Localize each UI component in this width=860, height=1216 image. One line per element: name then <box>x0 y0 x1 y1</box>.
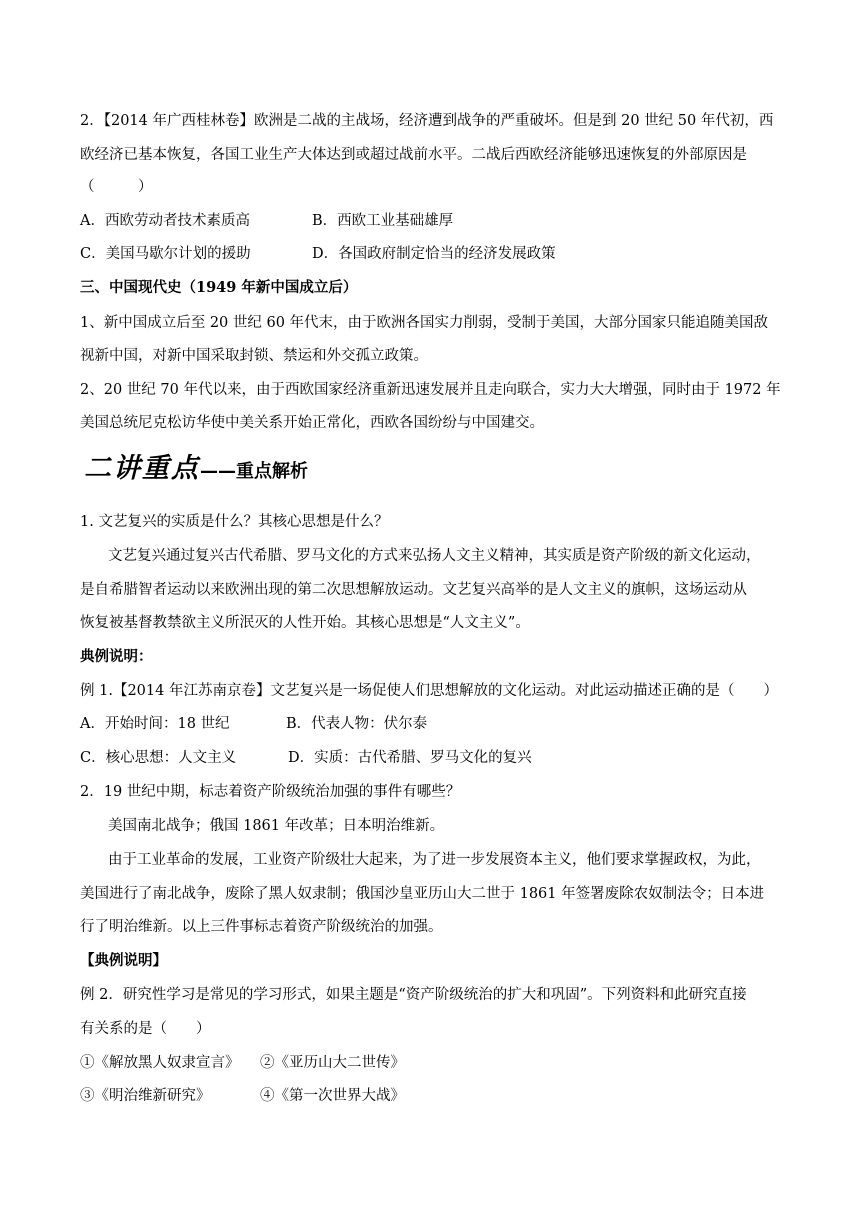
section3-p2-line2: 美国总统尼克松访华使中美关系开始正常化，西欧各国纷纷与中国建交。 <box>80 415 544 431</box>
q2-options-row1 <box>80 211 780 231</box>
section3-p1-line2: 视新中国，对新中国采取封锁、禁运和外交孤立政策。 <box>80 348 428 364</box>
point2-option-4: ④《第一次世界大战》 <box>260 1088 405 1104</box>
point2-option-2: ②《亚历山大二世传》 <box>260 1055 405 1071</box>
q2-options-row2 <box>80 244 780 264</box>
q2-line1: 2．【2014 年广西桂林卷】欧洲是二战的主战场，经济遭到战争的严重破坏。但是到 20 世纪 50 年代初，西 <box>80 113 774 129</box>
point2-question: 2．19 世纪中期，标志着资产阶级统治加强的事件有哪些？ <box>80 784 461 800</box>
q2-option-c: C．美国马歇尔计划的援助 <box>80 246 251 262</box>
q2-option-b: B．西欧工业基础雄厚 <box>312 213 454 229</box>
point1-options-row1 <box>80 714 780 734</box>
point1-answer-line1: 文艺复兴通过复兴古代希腊、罗马文化的方式来弘扬人文主义精神，其实质是资产阶级的新文化运动， <box>108 548 761 564</box>
point1-question: 1. 文艺复兴的实质是什么？其核心思想是什么？ <box>80 514 389 530</box>
point1-answer-line2: 是自希腊智者运动以来欧洲出现的第二次思想解放运动。文艺复兴高举的是人文主义的旗帜，这场运动从 <box>80 582 747 598</box>
section3-p1-line1: 1、新中国成立后至 20 世纪 60 年代末，由于欧洲各国实力削弱，受制于美国，大部分国家只能追随美国敌 <box>80 315 769 331</box>
point2-example2-line2: 有关系的是（ ） <box>80 1021 211 1037</box>
point1-option-c: C．核心思想：人文主义 <box>80 750 237 766</box>
point2-example-label: 【典例说明】 <box>80 952 167 969</box>
point2-answer-line1: 美国南北战争；俄国 1861 年改革；日本明治维新。 <box>108 818 445 834</box>
q2-line2: 欧经济已基本恢复，各国工业生产大体达到或超过战前水平。二战后西欧经济能够迅速恢复的外部原因是 <box>80 147 747 163</box>
point2-explanation-line1: 由于工业革命的发展，工业资产阶级壮大起来，为了进一步发展资本主义，他们要求掌握政权，为此， <box>108 852 761 868</box>
point1-example1: 例 1.【2014 年江苏南京卷】文艺复兴是一场促使人们思想解放的文化运动。对此运动描述正确的是（ ） <box>80 683 778 699</box>
point1-option-b: B．代表人物：伏尔泰 <box>286 716 428 732</box>
point1-option-d: D．实质：古代希腊、罗马文化的复兴 <box>288 750 532 766</box>
point2-example2-line1: 例 2．研究性学习是常见的学习形式，如果主题是“资产阶级统治的扩大和巩固”。下列资料和此研究直接 <box>80 987 747 1003</box>
lecture-heading-decorative: 二讲重点 <box>84 453 200 484</box>
point2-option-1: ①《解放黑人奴隶宣言》 <box>80 1055 240 1071</box>
point1-option-a: A．开始时间：18 世纪 <box>80 716 230 732</box>
point1-answer-line3: 恢复被基督教禁欲主义所泯灭的人性开始。其核心思想是“人文主义”。 <box>80 615 530 631</box>
q2-option-a: A．西欧劳动者技术素质高 <box>80 213 250 229</box>
lecture-heading <box>84 451 308 487</box>
point2-explanation-line2: 美国进行了南北战争，废除了黑人奴隶制；俄国沙皇亚历山大二世于 1861 年签署废除农奴制法令；日本进 <box>80 886 765 902</box>
section3-p2-line1: 2、20 世纪 70 年代以来，由于西欧国家经济重新迅速发展并且走向联合，实力大大增强，同时由于 1972 年 <box>80 382 781 398</box>
lecture-heading-subtitle: ——重点解析 <box>200 461 308 482</box>
point2-option-3: ③《明治维新研究》 <box>80 1088 211 1104</box>
point1-example-label: 典例说明： <box>80 648 153 665</box>
point2-options-row1 <box>80 1053 780 1073</box>
point2-options-row2 <box>80 1086 780 1106</box>
section3-title: 三、中国现代史（1949 年新中国成立后） <box>80 279 358 296</box>
point1-options-row2 <box>80 748 780 768</box>
q2-blank: （ ） <box>80 179 153 195</box>
q2-option-d: D．各国政府制定恰当的经济发展政策 <box>312 246 556 262</box>
point2-explanation-line3: 行了明治维新。以上三件事标志着资产阶级统治的加强。 <box>80 919 443 935</box>
